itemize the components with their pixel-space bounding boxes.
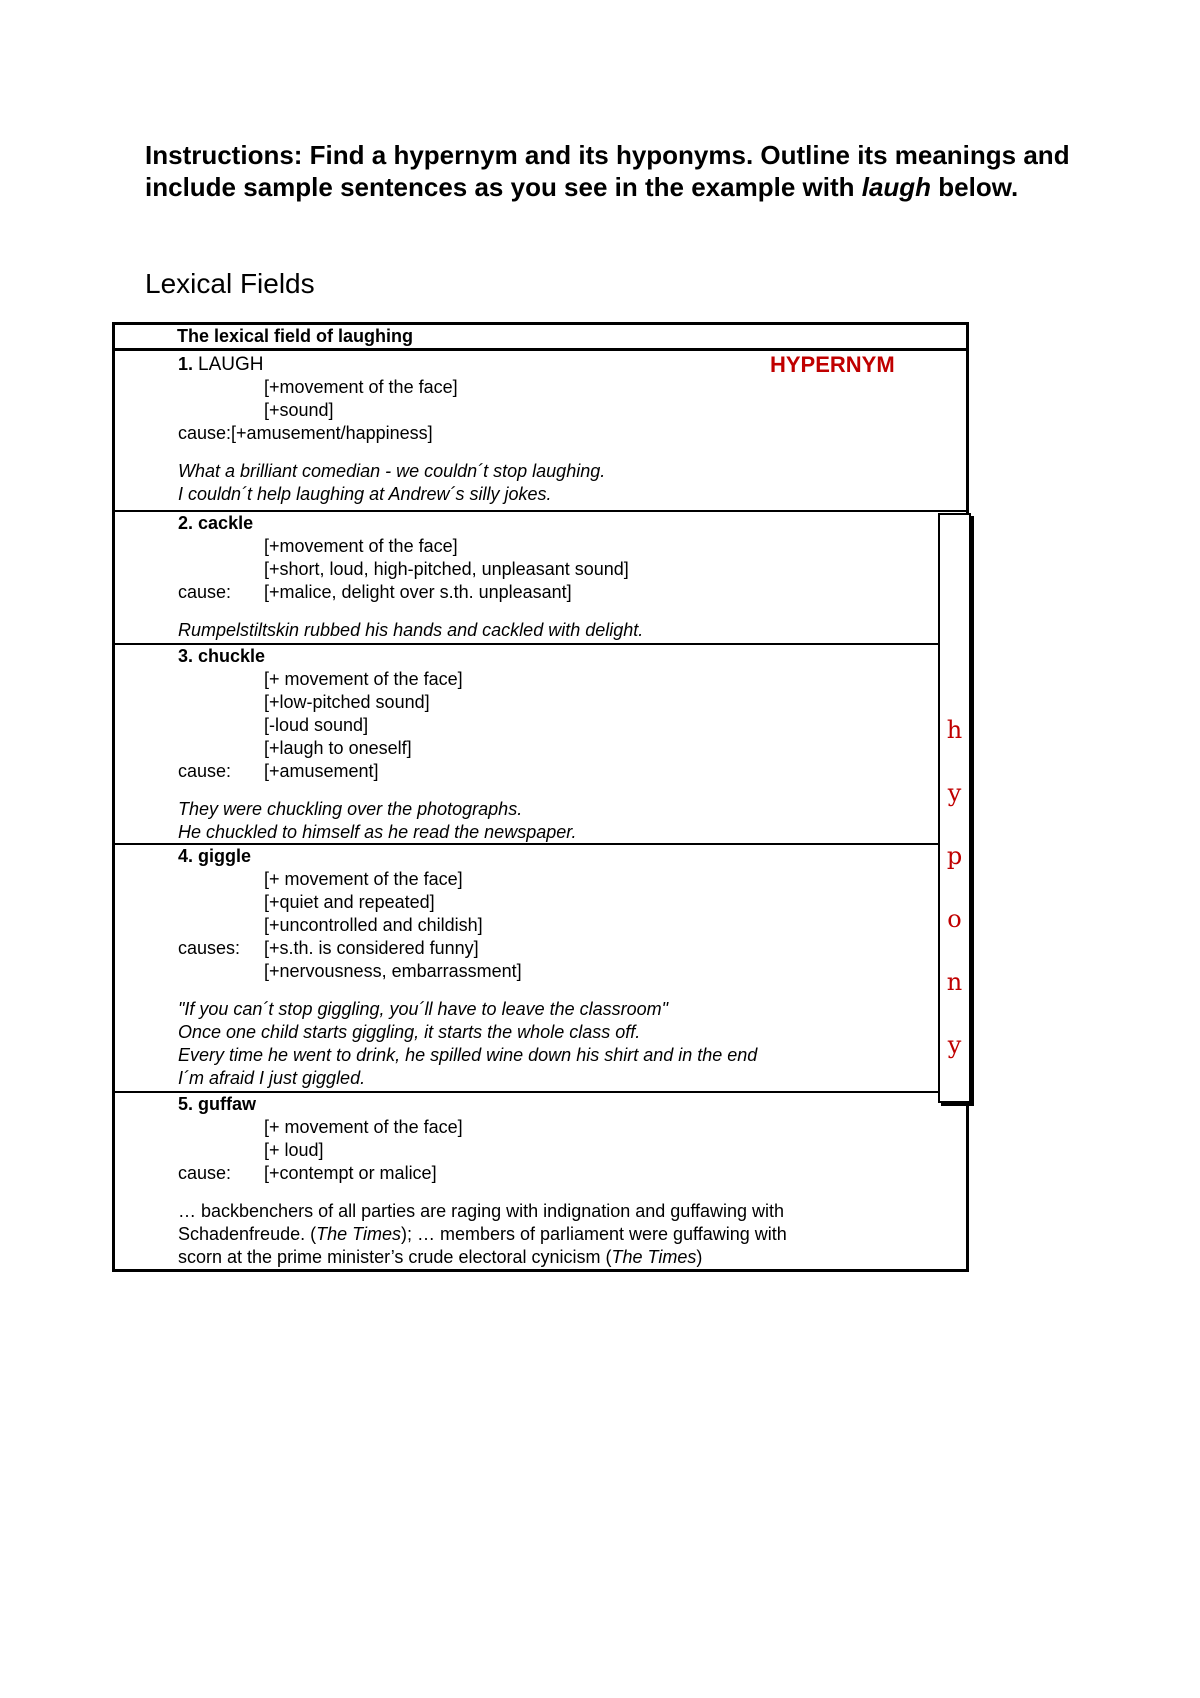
example-sentence: "If you can´t stop giggling, you´ll have to leave the classroom" [178, 999, 669, 1019]
feature: [-loud sound] [264, 715, 369, 735]
cause-value: [+amusement] [264, 761, 379, 781]
instructions-emphasis: laugh [861, 172, 932, 202]
hyponymy-letters [940, 715, 969, 1093]
quote-text: ) [696, 1247, 703, 1267]
entry-number: 3. [178, 646, 194, 666]
feature: [+quiet and repeated] [264, 892, 435, 912]
example-sentence: I´m afraid I just giggled. [178, 1068, 366, 1088]
entry-heading [178, 645, 938, 668]
instructions-part2: below. [931, 172, 1019, 202]
hyponymy-box [938, 513, 971, 1103]
feature: [+sound] [264, 400, 334, 420]
feature: [+ movement of the face] [264, 669, 463, 689]
hyponymy-letter: y [947, 779, 962, 807]
cause-value: [+contempt or malice] [264, 1163, 437, 1183]
table-title: The lexical field of laughing [177, 326, 414, 346]
entry-number: 1. [178, 354, 194, 374]
cause-label: cause: [178, 582, 232, 602]
example-sentence: He chuckled to himself as he read the newspaper. [178, 822, 577, 842]
entry-number: 5. [178, 1094, 194, 1114]
entry-word: guffaw [198, 1094, 257, 1114]
entry-number: 2. [178, 513, 194, 533]
feature: [+short, loud, high-pitched, unpleasant sound] [264, 559, 629, 579]
entry-cackle [178, 512, 938, 642]
feature: [+ movement of the face] [264, 1117, 463, 1137]
hyponymy-letter: o [947, 905, 962, 933]
cause-label: cause: [178, 1163, 232, 1183]
cause-label: causes: [178, 938, 241, 958]
example-sentence: They were chuckling over the photographs. [178, 799, 523, 819]
entry-heading [178, 353, 938, 376]
hyponymy-letter: h [946, 716, 963, 744]
quote-text: ); … members of parliament were guffawing with [400, 1224, 787, 1244]
example-sentence: What a brilliant comedian - we couldn´t stop laughing. [178, 461, 606, 481]
feature: [+low-pitched sound] [264, 692, 430, 712]
section-heading: Lexical Fields [145, 268, 315, 299]
cause-line [178, 422, 938, 445]
hypernym-label: HYPERNYM [770, 352, 895, 377]
hyponymy-letter: y [947, 1031, 962, 1059]
cause-value: [+amusement/happiness] [231, 423, 433, 443]
feature: [+ movement of the face] [264, 869, 463, 889]
instructions-text [145, 139, 1085, 203]
quote-text: scorn at the prime minister’s crude electoral cynicism ( [178, 1247, 612, 1267]
feature: [+movement of the face] [264, 377, 458, 397]
entry-word: chuckle [198, 646, 266, 666]
cause-label: cause: [178, 423, 232, 443]
example-sentence: Rumpelstiltskin rubbed his hands and cackled with delight. [178, 620, 644, 640]
hyponymy-letter: p [946, 842, 963, 870]
hyponymy-letter: n [946, 968, 963, 996]
feature: [+movement of the face] [264, 536, 458, 556]
entry-word: giggle [198, 846, 252, 866]
quote-source: The Times [316, 1224, 401, 1244]
quote-line [178, 1246, 938, 1269]
cause-value: [+nervousness, embarrassment] [264, 961, 522, 981]
entry-heading [178, 512, 938, 535]
cause-line [178, 581, 938, 604]
example-sentence: Every time he went to drink, he spilled wine down his shirt and in the end [178, 1045, 758, 1065]
cause-label: cause: [178, 761, 232, 781]
entry-number: 4. [178, 846, 194, 866]
cause-line [178, 1162, 938, 1185]
feature: [+uncontrolled and childish] [264, 915, 483, 935]
entry-word: cackle [198, 513, 254, 533]
example-sentence: Once one child starts giggling, it starts the whole class off. [178, 1022, 641, 1042]
entry-heading [178, 845, 938, 868]
entry-laugh [178, 353, 938, 506]
cause-value: [+malice, delight over s.th. unpleasant] [264, 582, 572, 602]
cause-line [178, 937, 938, 960]
cause-value: [+s.th. is considered funny] [264, 938, 479, 958]
feature: [+laugh to oneself] [264, 738, 412, 758]
quote-line: … backbenchers of all parties are raging with indignation and guffawing with [178, 1201, 785, 1221]
instructions-part1: Instructions: Find a hypernym and its hyponyms. Outline its meanings and include sample sentences as you see in the example with [145, 140, 1070, 202]
quote-line [178, 1223, 938, 1246]
entry-word: LAUGH [198, 354, 264, 375]
entry-giggle [178, 845, 938, 1090]
table-title-row [112, 322, 969, 351]
entry-heading [178, 1093, 938, 1116]
feature: [+ loud] [264, 1140, 324, 1160]
quote-text: Schadenfreude. ( [178, 1224, 317, 1244]
example-sentence: I couldn´t help laughing at Andrew´s silly jokes. [178, 484, 552, 504]
entry-guffaw [178, 1093, 938, 1269]
entry-chuckle [178, 645, 938, 844]
cause-line [178, 760, 938, 783]
quote-source: The Times [611, 1247, 697, 1267]
